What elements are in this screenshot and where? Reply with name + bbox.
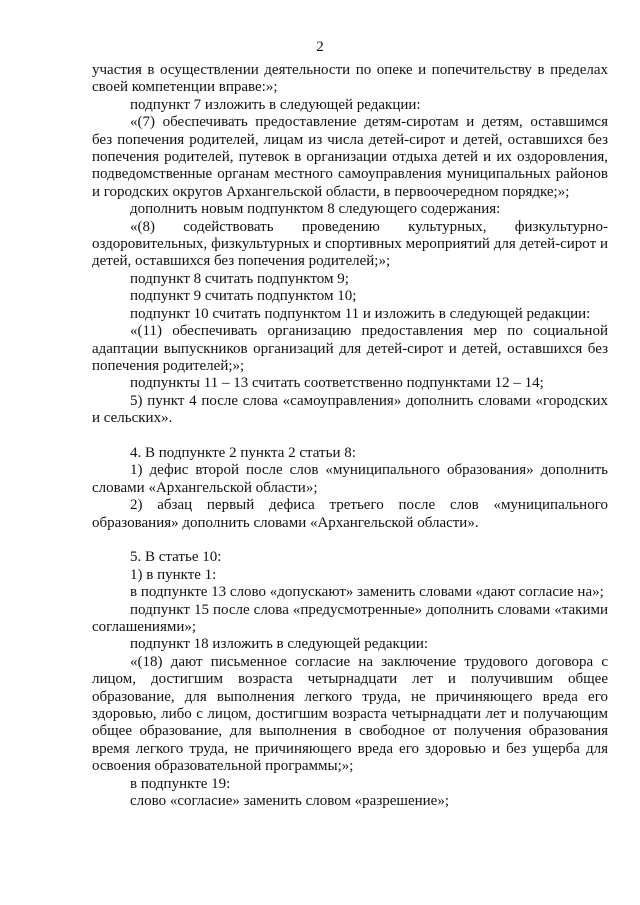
- paragraph: 1) в пункте 1:: [130, 566, 217, 583]
- paragraph: подпункты 11 – 13 считать соответственно подпунктами 12 – 14;: [130, 375, 544, 392]
- paragraph: «(11) обеспечивать организацию предоставления мер по социальной адаптации выпускников организаций для детей-сирот и детей, оставшихся без попечения родителей;»;: [92, 323, 608, 374]
- paragraph: слово «согласие» заменить словом «разрешение»;: [130, 793, 449, 810]
- section-heading: 4. В подпункте 2 пункта 2 статьи 8:: [130, 444, 356, 461]
- paragraph: подпункт 7 изложить в следующей редакции:: [130, 96, 421, 113]
- paragraph: 5) пункт 4 после слова «самоуправления» дополнить словами «городских и сельских».: [92, 392, 608, 427]
- paragraph: 2) абзац первый дефиса третьего после слов «муниципального образования» дополнить словами «Архангельской области».: [92, 497, 608, 531]
- paragraph: подпункт 8 считать подпунктом 9;: [130, 270, 349, 287]
- paragraph: «(7) обеспечивать предоставление детям-сиротам и детям, оставшимся без попечения родителей, лицам из числа детей-сирот и детей, оставшихся без попечения родителей, путевок в организации отдыха детей и их оздоровления, подведомственные органам местного самоуправления муниципальных районов и городских округов Архангельской области, в первоочередном порядке;»;: [92, 114, 608, 200]
- paragraph: участия в осуществлении деятельности по опеке и попечительству в пределах своей компетенции вправе:»;: [92, 62, 608, 96]
- paragraph: подпункт 9 считать подпунктом 10;: [130, 288, 357, 305]
- section-spacer: [92, 532, 608, 549]
- paragraph: дополнить новым подпунктом 8 следующего содержания:: [130, 201, 501, 218]
- section-heading: 5. В статье 10:: [130, 549, 222, 566]
- paragraph: 1) дефис второй после слов «муниципального образования» дополнить словами «Архангельской области»;: [92, 462, 608, 496]
- document-body: [92, 62, 608, 810]
- page-number: 2: [316, 39, 324, 55]
- paragraph: подпункт 10 считать подпунктом 11 и изложить в следующей редакции:: [130, 305, 591, 322]
- paragraph: «(8) содействовать проведению культурных, физкультурно-оздоровительных, физкультурных и спортивных мероприятий для детей-сирот и детей, оставшихся без попечения родителей;»;: [92, 218, 608, 270]
- paragraph: подпункт 18 изложить в следующей редакции:: [130, 636, 429, 653]
- paragraph: в подпункте 19:: [130, 775, 231, 792]
- paragraph: в подпункте 13 слово «допускают» заменить словами «дают согласие на»;: [130, 584, 604, 601]
- paragraph: «(18) дают письменное согласие на заключение трудового договора с лицом, достигшим возраста четырнадцати лет и получившим общее образование, для выполнения легкого труда, не причиняющего вреда его здоровью, либо с лицом, достигшим возраста четырнадцати лет и получающим общее образование, для выполнения в свободное от получения образования время легкого труда, не причиняющего вреда его здоровью и без ущерба для освоения образовательной программы;»;: [92, 653, 608, 775]
- paragraph: подпункт 15 после слова «предусмотренные» дополнить словами «такими соглашениями»;: [92, 601, 608, 635]
- section-spacer: [92, 428, 608, 445]
